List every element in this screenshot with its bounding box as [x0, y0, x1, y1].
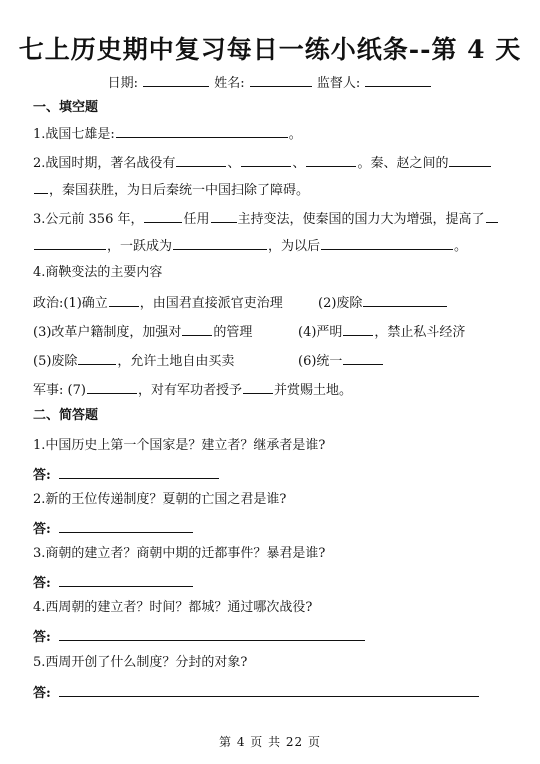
q3-blank-1[interactable]	[144, 209, 182, 223]
answer-label: 答:	[33, 576, 51, 591]
page-footer: 第 4 页 共 22 页	[219, 735, 321, 749]
short-question-2: 2.新的王位传递制度？夏朝的亡国之君是谁?	[33, 492, 287, 507]
short-question-4: 4.西周朝的建立者？时间？都城？通过哪次战役?	[33, 600, 313, 615]
supervisor-label: 监督人:	[316, 76, 361, 91]
answer-row-3	[33, 572, 194, 591]
q2-text-2: 。秦、赵之间的	[357, 156, 449, 171]
short-question-1: 1.中国历史上第一个国家是？建立者？继承者是谁?	[33, 438, 326, 453]
q4-politics-text-2: ，由国君直接派官吏治理	[139, 296, 283, 311]
q3-blank-5[interactable]	[321, 236, 453, 250]
q2-text: 2.战国时期，著名战役有	[33, 156, 176, 171]
q3-blank-3-cont[interactable]	[34, 236, 106, 250]
info-row	[0, 72, 540, 91]
q4-blank-1[interactable]	[109, 293, 139, 307]
question-1	[33, 124, 302, 144]
name-field[interactable]	[250, 73, 312, 87]
q1-text: 1.战国七雄是:	[33, 127, 115, 142]
q3-text-3: 主持变法，使秦国的国力大为增强，提高了	[237, 212, 485, 227]
q2-sep-1: 、	[227, 156, 241, 171]
q4-military-text-2: ，对有军功者授予	[137, 383, 242, 398]
question-2-line1	[33, 153, 492, 173]
answer-field-2[interactable]	[59, 519, 193, 533]
q4-blank-4[interactable]	[343, 322, 373, 336]
q4-politics-row	[33, 293, 283, 313]
q4-item-3-text-2: 的管理	[213, 325, 253, 340]
q3-blank-3[interactable]	[486, 209, 498, 223]
q3-text-4: ，一跃成为	[107, 239, 173, 254]
question-3-line2	[33, 236, 467, 256]
q4-military-row	[33, 380, 352, 400]
q3-text-2: 任用	[183, 212, 210, 227]
q4-item-6	[298, 351, 384, 371]
name-label: 姓名:	[214, 76, 245, 91]
q4-blank-5[interactable]	[78, 351, 116, 365]
answer-field-1[interactable]	[59, 465, 219, 479]
answer-row-1	[33, 464, 220, 483]
q4-politics-text: 政治:(1)确立	[33, 296, 108, 311]
answer-row-2	[33, 518, 194, 537]
section-heading-short-answer: 二、简答题	[33, 408, 99, 423]
q3-blank-2[interactable]	[211, 209, 237, 223]
q4-item-5-text: (5)废除	[33, 354, 78, 369]
q4-item-6-text: (6)统一	[298, 354, 343, 369]
answer-label: 答:	[33, 630, 51, 645]
q3-blank-4[interactable]	[173, 236, 267, 250]
q4-military-text: 军事: (7)	[33, 383, 86, 398]
q3-text: 3.公元前 356 年，	[33, 212, 144, 227]
q3-text-5: ，为以后	[268, 239, 321, 254]
date-label: 日期:	[107, 76, 138, 91]
question-3-line1	[33, 209, 499, 229]
answer-label: 答:	[33, 686, 51, 701]
date-field[interactable]	[143, 73, 209, 87]
q2-blank-4[interactable]	[449, 153, 491, 167]
q2-text-3: ，秦国获胜，为日后秦统一中国扫除了障碍。	[49, 183, 310, 198]
q4-item-5-text-2: ，允许土地自由买卖	[117, 354, 235, 369]
answer-row-5	[33, 682, 480, 701]
q4-item-3-text: (3)改革户籍制度，加强对	[33, 325, 182, 340]
q3-end: 。	[454, 239, 468, 254]
q4-blank-6[interactable]	[343, 351, 383, 365]
answer-label: 答:	[33, 468, 51, 483]
q2-blank-1[interactable]	[176, 153, 226, 167]
q4-item-3	[33, 322, 252, 342]
q4-blank-2[interactable]	[363, 293, 447, 307]
q1-blank[interactable]	[116, 124, 288, 138]
q4-item-5	[33, 351, 234, 371]
short-question-5: 5.西周开创了什么制度？分封的对象?	[33, 655, 248, 670]
q2-blank-3[interactable]	[306, 153, 356, 167]
q4-military-text-3: 并赏赐土地。	[273, 383, 352, 398]
q4-item-4	[298, 322, 465, 342]
question-4-heading: 4.商鞅变法的主要内容	[33, 265, 163, 280]
answer-field-5[interactable]	[59, 683, 479, 697]
q2-blank-4-cont[interactable]	[34, 180, 48, 194]
q4-blank-7[interactable]	[87, 380, 137, 394]
q4-item-2-text: (2)废除	[318, 296, 363, 311]
q4-item-4-text-2: ，禁止私斗经济	[374, 325, 466, 340]
q4-item-4-text: (4)严明	[298, 325, 343, 340]
q1-end: 。	[288, 127, 302, 142]
q4-blank-3[interactable]	[182, 322, 212, 336]
short-question-3: 3.商朝的建立者？商朝中期的迁都事件？暴君是谁?	[33, 546, 326, 561]
q4-item-2	[318, 293, 448, 313]
answer-field-3[interactable]	[59, 573, 193, 587]
question-2-line2	[33, 180, 309, 200]
answer-row-4	[33, 626, 366, 645]
page-title: 七上历史期中复习每日一练小纸条--第 4 天	[18, 35, 522, 64]
answer-label: 答:	[33, 522, 51, 537]
supervisor-field[interactable]	[365, 73, 431, 87]
section-heading-fill-blank: 一、填空题	[33, 100, 99, 115]
q4-blank-8[interactable]	[243, 380, 273, 394]
q2-sep-2: 、	[292, 156, 306, 171]
q2-blank-2[interactable]	[241, 153, 291, 167]
answer-field-4[interactable]	[59, 627, 365, 641]
